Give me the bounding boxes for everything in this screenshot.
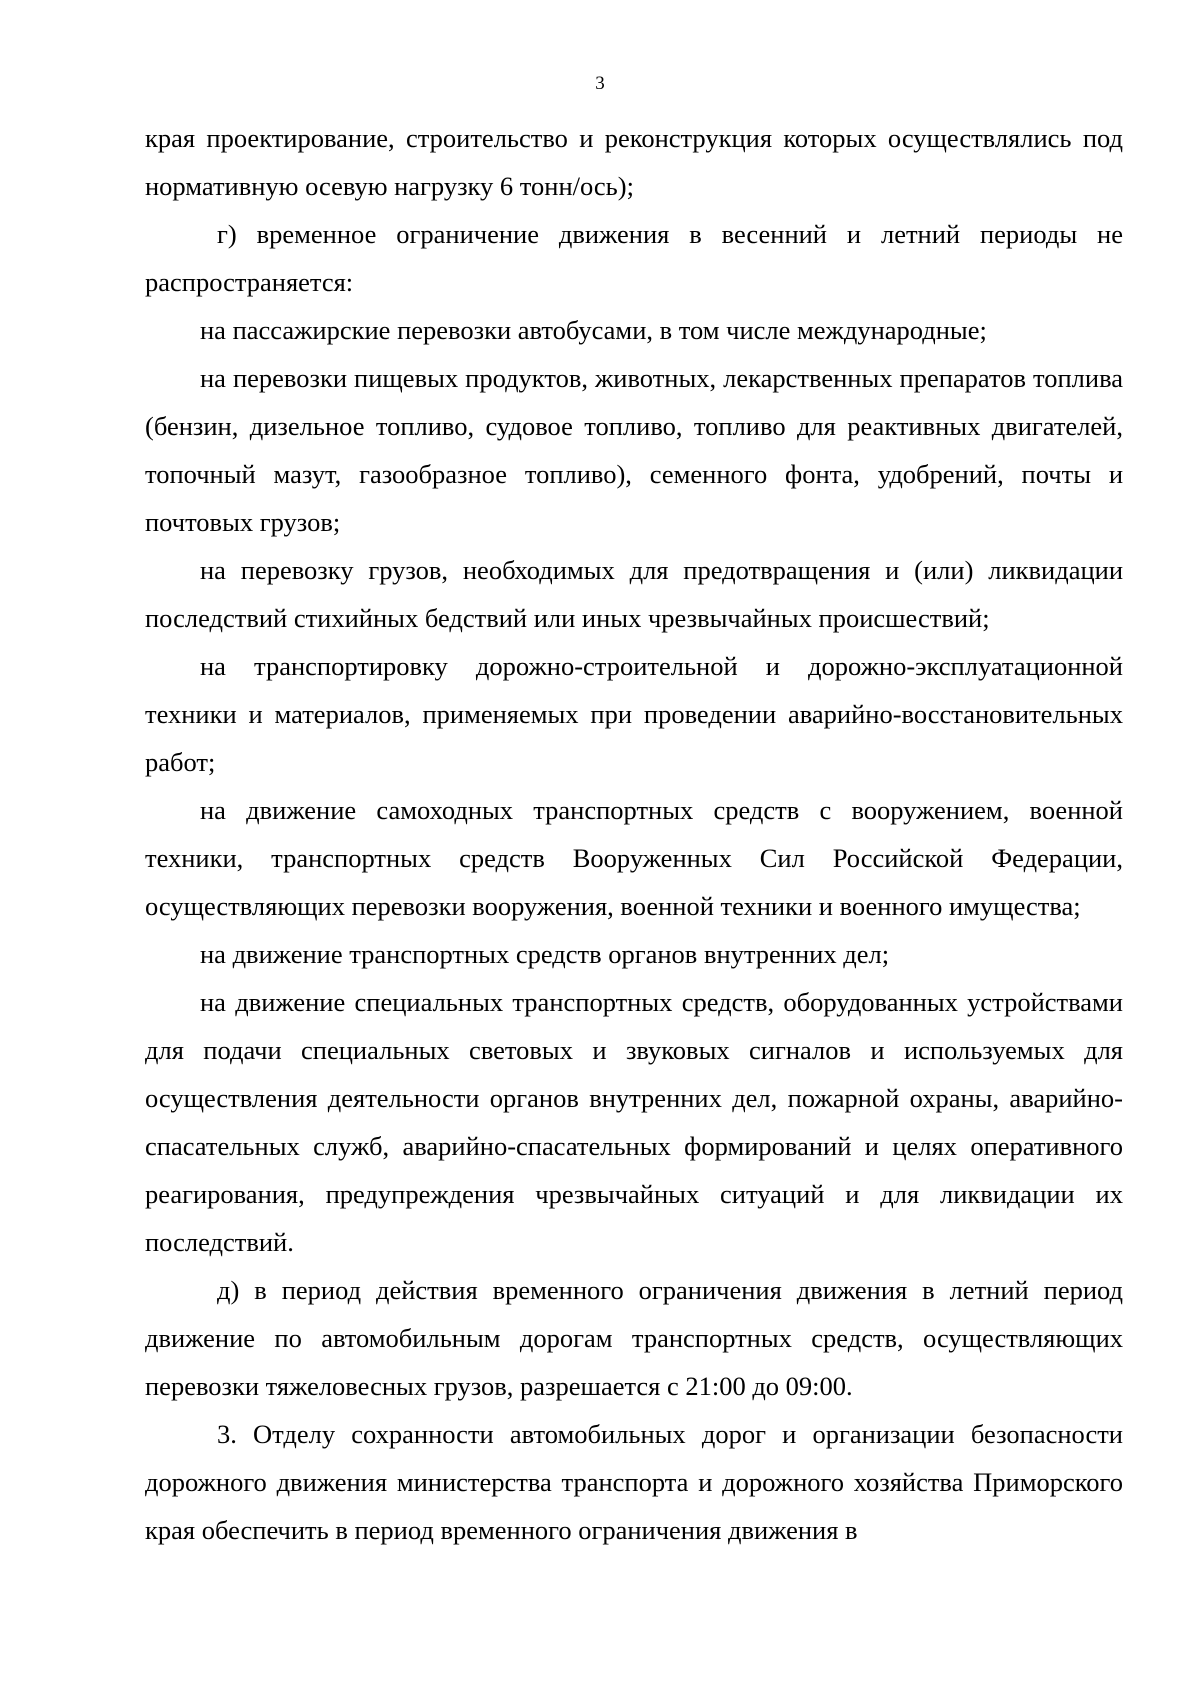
paragraph-item-d: д) в период действия временного ограничения движения в летний период движение по автомобильным дорогам транспортных средств, осуществляющих перевозки тяжеловесных грузов, разрешается с 21:00 до 09:00. (145, 1275, 1123, 1401)
paragraph-passenger-transport: на пассажирские перевозки автобусами, в том числе международные; (200, 315, 987, 345)
paragraph-police-vehicles: на движение транспортных средств органов внутренних дел; (200, 939, 890, 969)
paragraph-road-equipment: на транспортировку дорожно-строительной и дорожно-эксплуатационной техники и материалов, применяемых при проведении аварийно-восстановительных работ; (145, 651, 1123, 777)
document-body (145, 114, 1123, 1554)
paragraph-continuation: края проектирование, строительство и реконструкция которых осуществлялись под нормативную осевую нагрузку 6 тонн/ось); (145, 123, 1123, 201)
paragraph-military-vehicles: на движение самоходных транспортных средств с вооружением, военной техники, транспортных средств Вооруженных Сил Российской Федерации, осуществляющих перевозки вооружения, военной техники и военного имущества; (145, 795, 1123, 921)
page-number: 3 (595, 73, 605, 94)
paragraph-disaster-cargo: на перевозку грузов, необходимых для предотвращения и (или) ликвидации последствий стихийных бедствий или иных чрезвычайных происшествий; (145, 555, 1123, 633)
paragraph-food-fuel-transport: на перевозки пищевых продуктов, животных, лекарственных препаратов топлива (бензин, дизельное топливо, судовое топливо, топливо для реактивных двигателей, топочный мазут, газообразное топливо), семенного фонта, удобрений, почты и почтовых грузов; (145, 363, 1123, 537)
paragraph-special-vehicles: на движение специальных транспортных средств, оборудованных устройствами для подачи специальных световых и звуковых сигналов и используемых для осуществления деятельности органов внутренних дел, пожарной охраны, аварийно-спасательных служб, аварийно-спасательных формирований и целях оперативного реагирования, предупреждения чрезвычайных ситуаций и для ликвидации их последствий. (145, 987, 1123, 1257)
paragraph-section-3: 3. Отделу сохранности автомобильных дорог и организации безопасности дорожного движения министерства транспорта и дорожного хозяйства Приморского края обеспечить в период временного ограничения движения в (145, 1419, 1123, 1545)
paragraph-item-g: г) временное ограничение движения в весенний и летний периоды не распространяется: (145, 219, 1123, 297)
